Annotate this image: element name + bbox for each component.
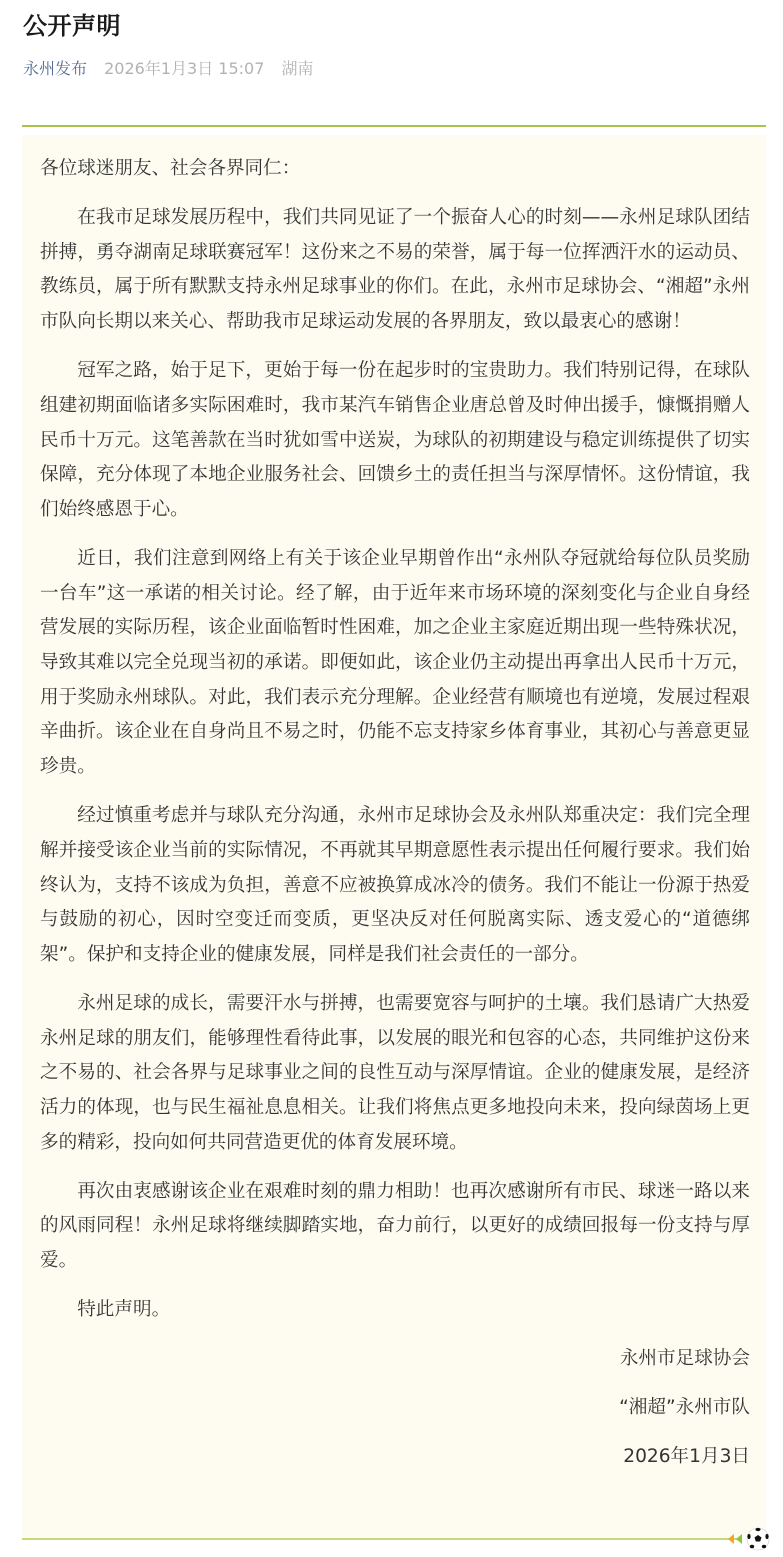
- signature-block: [40, 1342, 750, 1475]
- top-divider: [22, 125, 766, 127]
- paragraph: 近日，我们注意到网络上有关于该企业早期曾作出“永州队夺冠就给每位队员奖励一台车”这一承诺的相关讨论。经了解，由于近年来市场环境的深刻变化与企业自身经营发展的实际历程，该企业面临暂时性困难，加之企业主家庭近期出现一些特殊状况，导致其难以完全兑现当初的承诺。即便如此，该企业仍主动提出再拿出人民币十万元，用于奖励永州球队。对此，我们表示充分理解。企业经营有顺境也有逆境，发展过程艰辛曲折。该企业在自身尚且不易之时，仍能不忘支持家乡体育事业，其初心与善意更显珍贵。: [40, 547, 750, 778]
- author-link[interactable]: 永州发布: [23, 59, 88, 78]
- greeting: 各位球迷朋友、社会各界同仁：: [40, 158, 301, 179]
- statement-body: [40, 152, 750, 1489]
- article-meta: [23, 57, 314, 81]
- paragraph: 永州足球的成长，需要汗水与拼搏，也需要宽容与呵护的土壤。我们恳请广大热爱永州足球的朋友们，能够理性看待此事，以发展的眼光和包容的心态，共同维护这份来之不易的、社会各界与足球事业之间的良性互动与深厚情谊。企业的健康发展，是经济活力的体现，也与民生福祉息息相关。让我们将焦点更多地投向未来，投向绿茵场上更多的精彩，投向如何共同营造更优的体育发展环境。: [40, 992, 750, 1153]
- closing-line: 特此声明。: [77, 1299, 171, 1321]
- publish-time: 2026年1月3日 15:07: [104, 59, 265, 78]
- paragraph: 冠军之路，始于足下，更始于每一份在起步时的宝贵助力。我们特别记得，在球队组建初期面临诸多实际困难时，我市某汽车销售企业唐总曾及时伸出援手，慷慨捐赠人民币十万元。这笔善款在当时犹如雪中送炭，为球队的初期建设与稳定训练提供了切实保障，充分体现了本地企业服务社会、回馈乡土的责任担当与深厚情怀。这份情谊，我们始终感恩于心。: [40, 360, 750, 520]
- signature-org-team: “湘超”永州市队: [619, 1397, 750, 1419]
- footer-decoration: [722, 1527, 772, 1553]
- signature-date: 2026年1月3日: [623, 1446, 750, 1468]
- soccer-ball-icon: [746, 1527, 770, 1551]
- paragraph: 在我市足球发展历程中，我们共同见证了一个振奋人心的时刻——永州足球队团结拼搏，勇夺湖南足球联赛冠军！这份来之不易的荣誉，属于每一位挥洒汗水的运动员、教练员，属于所有默默支持永州足球事业的你们。在此，永州市足球协会、“湘超”永州市队向长期以来关心、帮助我市足球运动发展的各界朋友，致以最衷心的感谢！: [40, 207, 750, 333]
- paragraph: 经过慎重考虑并与球队充分沟通，永州市足球协会及永州队郑重决定：我们完全理解并接受该企业当前的实际情况，不再就其早期意愿性表示提出任何履行要求。我们始终认为，支持不该成为负担，善意不应被换算成冰冷的债务。我们不能让一份源于热爱与鼓励的初心，因时空变迁而变质，更坚决反对任何脱离实际、透支爱心的“道德绑架”。保护和支持企业的健康发展，同样是我们社会责任的一部分。: [40, 805, 750, 965]
- publish-location: 湖南: [281, 59, 314, 78]
- bottom-divider: [22, 1538, 738, 1540]
- article-title: 公开声明: [23, 12, 121, 40]
- signature-org-association: 永州市足球协会: [619, 1348, 750, 1370]
- paragraph: 再次由衷感谢该企业在艰难时刻的鼎力相助！也再次感谢所有市民、球迷一路以来的风雨同程！永州足球将继续脚踏实地，奋力前行，以更好的成绩回报每一份支持与厚爱。: [40, 1180, 750, 1272]
